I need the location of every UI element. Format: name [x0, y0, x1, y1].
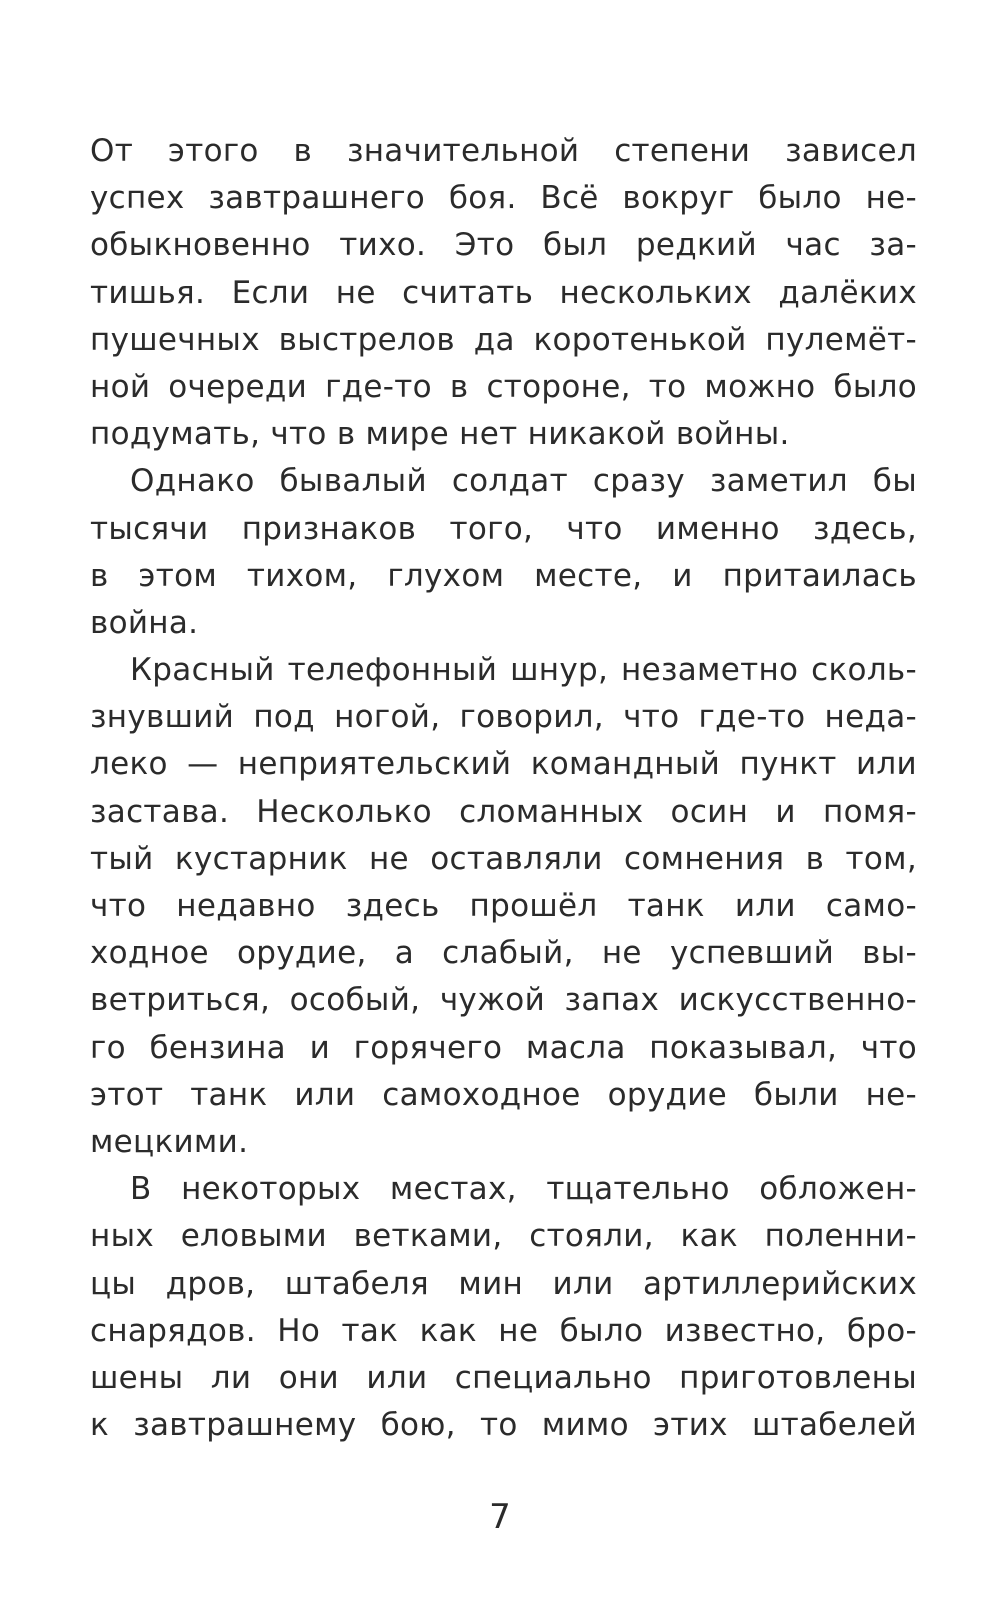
text-line: подумать, что в мире нет никакой войны.	[90, 416, 790, 453]
paragraph-2	[90, 458, 917, 647]
page-text	[90, 128, 917, 1449]
text-line: снарядов. Но так как не было известно, бро-	[90, 1312, 917, 1349]
text-line: тый кустарник не оставляли сомнения в том,	[90, 840, 917, 877]
text-line: Однако бывалый солдат сразу заметил бы	[130, 463, 917, 500]
text-line: обыкновенно тихо. Это был редкий час за-	[90, 227, 917, 264]
text-line: пушечных выстрелов да коротенькой пулемёт-	[90, 321, 917, 358]
paragraph-4	[90, 1166, 917, 1449]
text-line: мецкими.	[90, 1123, 249, 1160]
text-line: ходное орудие, а слабый, не успевший вы-	[90, 935, 917, 972]
text-line: го бензина и горячего масла показывал, что	[90, 1029, 917, 1066]
text-line: знувший под ногой, говорил, что где-то неда-	[90, 699, 917, 736]
text-line: застава. Несколько сломанных осин и помя-	[90, 793, 917, 830]
text-line: в этом тихом, глухом месте, и притаилась	[90, 557, 917, 594]
text-line: что недавно здесь прошёл танк или само-	[90, 888, 917, 924]
text-line: шены ли они или специально приготовлены	[90, 1359, 917, 1396]
paragraph-3	[90, 647, 917, 1166]
text-line: ных еловыми ветками, стояли, как поленни-	[90, 1218, 917, 1255]
text-line: цы дров, штабеля мин или артиллерийских	[90, 1265, 917, 1302]
text-line: успех завтрашнего боя. Всё вокруг было не-	[90, 180, 917, 217]
text-line: тысячи признаков того, что именно здесь,	[90, 510, 917, 547]
paragraph-1	[90, 128, 917, 458]
text-line: этот танк или самоходное орудие были не-	[90, 1076, 917, 1113]
text-line: В некоторых местах, тщательно обложен-	[130, 1171, 917, 1208]
text-line: ной очереди где-то в стороне, то можно было	[90, 368, 917, 405]
text-line: ветриться, особый, чужой запах искусственно-	[90, 982, 917, 1019]
text-line: От этого в значительной степени зависел	[90, 133, 917, 169]
page-number: 7	[489, 1497, 511, 1537]
text-line: Красный телефонный шнур, незаметно сколь-	[130, 652, 917, 689]
text-line: тишья. Если не считать нескольких далёких	[90, 274, 917, 311]
text-line: война.	[90, 604, 199, 641]
text-line: леко — неприятельский командный пункт или	[90, 746, 917, 783]
text-line: к завтрашнему бою, то мимо этих штабелей	[90, 1407, 917, 1444]
